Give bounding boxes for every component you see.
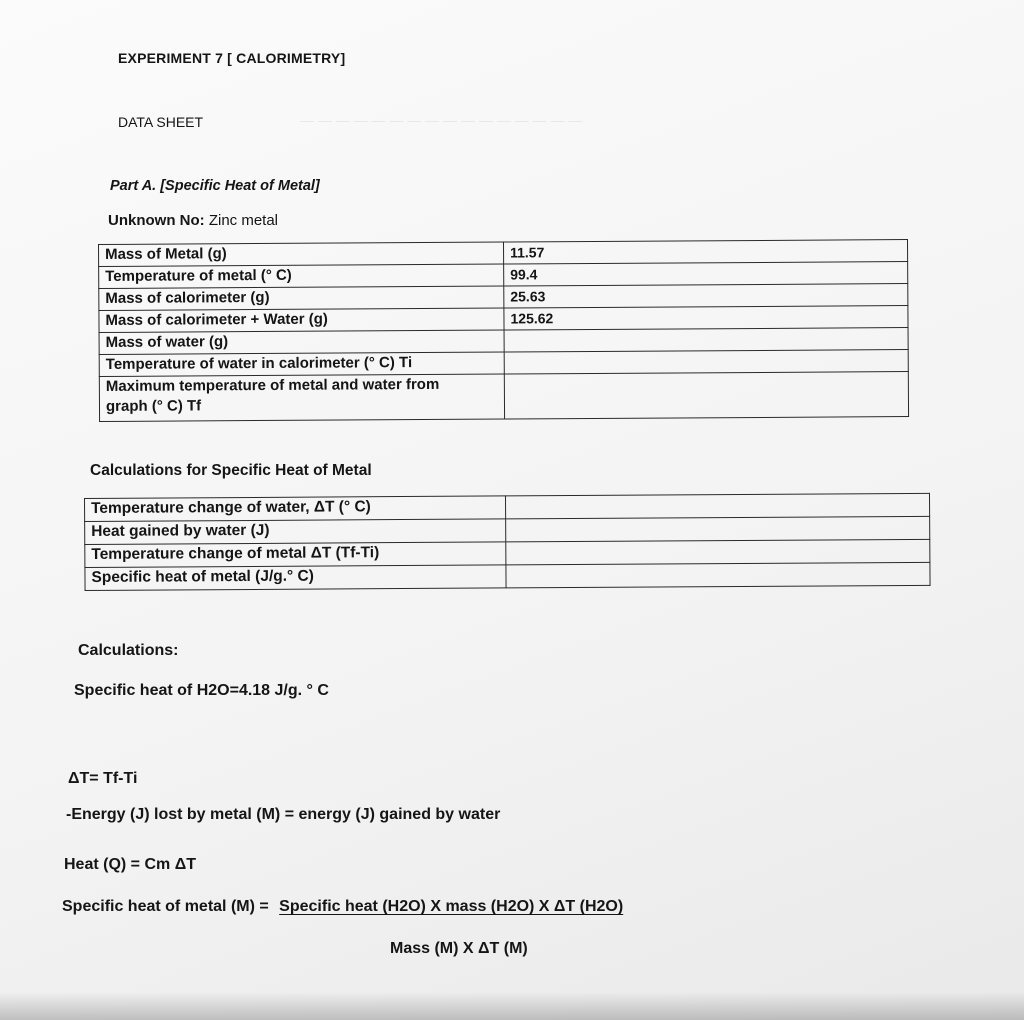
bottom-shadow: [0, 992, 1024, 1020]
calculations-heading: Calculations:: [78, 642, 179, 659]
table-row: [99, 372, 908, 422]
row-label: Temperature of water in calorimeter (° C) Ti: [99, 352, 504, 376]
document-title: EXPERIMENT 7 [ CALORIMETRY]: [118, 50, 346, 66]
row-label: Mass of calorimeter (g): [99, 286, 504, 310]
document-subtitle: DATA SHEET: [118, 114, 204, 130]
energy-statement: -Energy (J) lost by metal (M) = energy (J) gained by water: [66, 806, 501, 823]
unknown-number: [108, 212, 278, 229]
formula-denominator: Mass (M) X ΔT (M): [390, 940, 528, 957]
delta-t-formula: ΔT= Tf-Ti: [68, 770, 138, 787]
table-row: [85, 562, 930, 590]
row-label: Mass of calorimeter + Water (g): [99, 308, 504, 332]
formula-label: Specific heat of metal (M) =: [62, 898, 269, 915]
row-label: Heat gained by water (J): [85, 519, 506, 545]
row-value: [504, 328, 908, 352]
row-value: [506, 516, 930, 542]
row-label-line: graph (° C) Tf: [105, 397, 202, 415]
row-label: Specific heat of metal (J/g.° C): [85, 565, 506, 591]
unknown-label: Unknown No:: [108, 212, 205, 229]
row-label: Mass of water (g): [99, 330, 504, 354]
row-value: 125.62: [504, 306, 908, 330]
row-value: 11.57: [503, 240, 907, 264]
row-value: [504, 350, 908, 374]
row-label: Temperature change of metal ΔT (Tf-Ti): [85, 542, 506, 568]
row-value: [506, 562, 930, 588]
calculations-table: [84, 493, 931, 591]
row-value: [505, 493, 929, 519]
part-a-heading: Part A. [Specific Heat of Metal]: [110, 178, 320, 194]
row-label: Temperature change of water, ΔT (° C): [85, 496, 506, 522]
row-label: [99, 374, 504, 421]
specific-heat-water: Specific heat of H2O=4.18 J/g. ° C: [74, 682, 329, 699]
calculations-table-heading: Calculations for Specific Heat of Metal: [90, 462, 372, 479]
unknown-value: Zinc metal: [208, 212, 279, 229]
bleed-through-text: — — — — — — — — — — — — — — — —: [300, 112, 583, 128]
row-value: 25.63: [504, 284, 908, 308]
formula-numerator: Specific heat (H2O) X mass (H2O) X ΔT (H2O): [279, 898, 624, 915]
data-table: [98, 239, 909, 422]
row-value: [504, 372, 908, 419]
row-value: [506, 539, 930, 565]
row-value: 99.4: [504, 262, 908, 286]
specific-heat-metal-formula: [62, 898, 623, 916]
row-label: Temperature of metal (° C): [99, 264, 504, 288]
heat-formula: Heat (Q) = Cm ΔT: [64, 856, 196, 873]
row-label: Mass of Metal (g): [99, 242, 504, 266]
row-label-line: Maximum temperature of metal and water from: [105, 375, 440, 395]
